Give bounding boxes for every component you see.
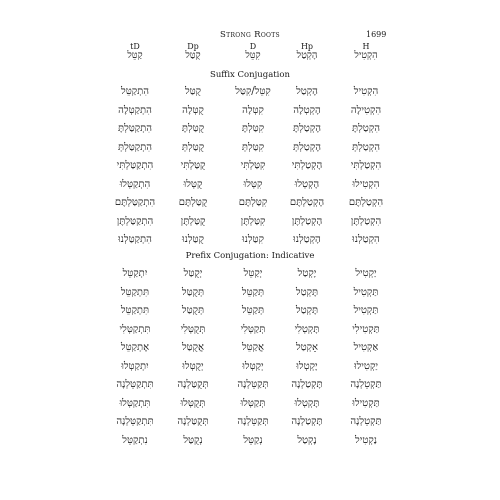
stem-form: קִטֵּל xyxy=(245,50,261,62)
table-row xyxy=(0,342,500,361)
table-row xyxy=(0,123,500,142)
table-cell: יְקַטְּלוּ xyxy=(242,360,264,372)
table-cell: הָקְטַל xyxy=(296,86,318,97)
table-cell: תַּקְטִיל xyxy=(353,286,379,298)
table-cell: יָקְטְלוּ xyxy=(296,360,318,372)
table-cell: הִתְקַטַּלְתְּ xyxy=(117,141,153,153)
table-row xyxy=(0,142,500,161)
table-cell: תִּתְקַטֵּל xyxy=(120,305,150,316)
table-cell: הָקְטְלוּ xyxy=(294,178,320,190)
table-cell: הָקְטְלָה xyxy=(293,104,321,116)
column-header-D xyxy=(233,43,273,61)
table-cell: הִקְטִילוּ xyxy=(352,178,380,190)
table-cell: קֻטְּלוּ xyxy=(183,178,203,190)
table-cell: אֲקֻטַּל xyxy=(181,342,205,353)
table-cell: תַּקְטִילִי xyxy=(352,323,380,335)
table-cell: נִתְקַטֵּל xyxy=(122,434,148,446)
table-cell: תַּקְטִילוּ xyxy=(352,397,380,409)
table-cell: תְּקֻטַּלְנָה xyxy=(177,379,209,390)
stem-label: D xyxy=(249,42,257,51)
table-cell: תִּתְקַטְּלוּ xyxy=(119,397,151,409)
running-header: Strong Roots xyxy=(220,30,280,40)
table-row xyxy=(0,268,500,287)
table-cell: יְקֻטַּל xyxy=(183,268,203,279)
table-cell: קֻטַּלְנוּ xyxy=(182,234,204,245)
table-row xyxy=(0,398,500,417)
table-cell: יָקְטַל xyxy=(297,268,317,279)
table-cell: הִקְטַלְתִּי xyxy=(350,160,382,171)
table-cell: קֻטַּלְתָּ xyxy=(181,123,205,134)
table-cell: תִּתְקַטֵּל xyxy=(120,286,150,298)
table-cell: קֻטַּלְתֶּן xyxy=(180,215,206,227)
table-cell: הִתְקַטַּלְתֶּם xyxy=(114,197,156,208)
stem-label: Dp xyxy=(187,42,199,51)
table-row xyxy=(0,379,500,398)
table-cell: תְּקַטֵּל xyxy=(241,286,265,298)
table-cell: הִקְטַלְתֶּן xyxy=(350,215,382,227)
table-cell: אֶתְקַטֵּל xyxy=(120,342,150,353)
table-cell: קֻטַּלְתִּי xyxy=(180,160,206,171)
table-cell: תְּקַטְּלוּ xyxy=(240,397,266,409)
stem-form: קֻטַּל xyxy=(185,50,201,62)
table-cell: קִטַּלְתְּ xyxy=(241,141,265,153)
stem-form: הָקְטַל xyxy=(296,50,318,62)
table-cell: תִּתְקַטֵּלְנָה xyxy=(116,416,154,427)
table-cell: הָקְטַלְתְּ xyxy=(293,141,321,153)
table-row xyxy=(0,197,500,216)
table-cell: קִטַּלְתִּי xyxy=(240,160,266,171)
table-cell: קִטַּלְתֶּם xyxy=(238,197,268,208)
column-header-H xyxy=(346,43,386,61)
table-cell: הִתְקַטַּלְתִּי xyxy=(116,160,154,171)
table-cell: הִתְקַטַּלְנוּ xyxy=(118,234,152,245)
table-cell: תָּקְטְלוּ xyxy=(294,397,320,409)
table-cell: הִתְקַטַּלְתָּ xyxy=(117,123,153,134)
table-cell: הִקְטַלְתֶּם xyxy=(348,197,384,208)
table-cell: תָּקְטַל xyxy=(295,305,319,316)
table-cell: הִתְקַטֵּל xyxy=(121,86,149,97)
table-cell: יַקְטִילוּ xyxy=(354,360,378,372)
table-cell: תָּקְטַל xyxy=(295,286,319,298)
table-cell: נַקְטִיל xyxy=(355,434,377,446)
table-cell: קֻטַּלְתְּ xyxy=(181,141,205,153)
table-cell: קֻטְּלָה xyxy=(182,104,204,116)
table-cell: קִטְּלוּ xyxy=(243,178,263,190)
table-cell: הָקְטַלְתֶּם xyxy=(289,197,325,208)
table-cell: קֻטַּלְתֶּם xyxy=(178,197,208,208)
table-cell: נָקְטַל xyxy=(297,434,317,446)
table-row xyxy=(0,216,500,235)
table-cell: תַּקְטֵלְנָה xyxy=(350,416,382,427)
table-cell: תַּקְטִיל xyxy=(353,305,379,316)
table-cell: תִּתְקַטְּלִי xyxy=(119,323,151,335)
table-cell: יְקַטֵּל xyxy=(243,268,263,279)
table-cell: תָּקְטַלְנָה xyxy=(291,379,323,390)
table-row xyxy=(0,324,500,343)
table-cell: הִקְטִילָה xyxy=(350,104,382,116)
stem-label: Hp xyxy=(300,42,314,51)
table-cell: תְּקַטֵּלְנָה xyxy=(237,379,269,390)
table-cell: יַקְטִיל xyxy=(355,268,377,279)
table-cell: הִקְטַלְתָּ xyxy=(352,123,380,134)
table-cell: קֻטַּל xyxy=(184,86,202,97)
table-cell: קִטְּלָה xyxy=(242,104,264,116)
table-cell: תְּקֻטַּלְנָה xyxy=(177,416,209,427)
table-cell: תְּקַטֵּלְנָה xyxy=(237,416,269,427)
stem-label: H xyxy=(362,42,370,51)
table-cell: תְּקֻטַּל xyxy=(181,286,205,298)
table-cell: הָקְטַלְנוּ xyxy=(293,234,321,245)
table-cell: אֲקַטֵּל xyxy=(241,342,265,353)
table-cell: קִטַּלְתָּ xyxy=(241,123,265,134)
table-cell: נְקֻטַּל xyxy=(183,434,203,446)
column-headers xyxy=(0,43,500,63)
table-cell: אַקְטִיל xyxy=(353,342,379,353)
table-cell: הִקְטִיל xyxy=(353,86,379,97)
table-cell: תְּקֻטְּלוּ xyxy=(180,397,206,409)
table-cell: הָקְטַלְתִּי xyxy=(291,160,323,171)
table-cell: אָקְטַל xyxy=(295,342,319,353)
table-cell: קִטַּלְנוּ xyxy=(242,234,264,245)
stem-form: הִקְטִיל xyxy=(354,50,378,62)
table-cell: תְּקֻטַּל xyxy=(181,305,205,316)
table-cell: תְּקַטֵּל xyxy=(241,305,265,316)
table-row xyxy=(0,234,500,253)
table-cell: יִתְקַטֵּל xyxy=(122,268,148,279)
table-cell: הָקְטַלְתֶּן xyxy=(291,215,323,227)
table-row xyxy=(0,160,500,179)
table-cell: הִקְטַלְתְּ xyxy=(352,141,380,153)
table-cell: תְּקֻטְּלִי xyxy=(180,323,206,335)
table-row xyxy=(0,435,500,454)
table-row xyxy=(0,287,500,306)
stem-label: tD xyxy=(130,42,140,51)
table-cell: הִקְטַלְנוּ xyxy=(352,234,380,245)
column-header-Hp xyxy=(287,43,327,61)
table-cell: הִתְקַטַּלְתֶּן xyxy=(116,215,154,227)
table-cell: קִטַּלְתֶּן xyxy=(240,215,266,227)
table-row xyxy=(0,179,500,198)
page-number: 1699 xyxy=(366,30,387,39)
table-row xyxy=(0,416,500,435)
table-cell: תְּקַטְּלִי xyxy=(240,323,266,335)
table-cell: יְקֻטְּלוּ xyxy=(182,360,204,372)
table-cell: הָקְטַלְתָּ xyxy=(293,123,321,134)
table-cell: תִּתְקַטֵּלְנָה xyxy=(116,379,154,390)
table-cell: תָּקְטְלִי xyxy=(294,323,320,335)
table-row xyxy=(0,86,500,105)
column-header-tD xyxy=(115,43,155,61)
table-row xyxy=(0,105,500,124)
table-cell: קִטֵּל/קִטַּל xyxy=(235,86,271,97)
table-row xyxy=(0,361,500,380)
table-cell: תַּקְטֵלְנָה xyxy=(350,379,382,390)
stem-form: קַטֵּל xyxy=(127,50,143,62)
suffix-conjugation-table xyxy=(0,86,500,253)
table-cell: יִתְקַטְּלוּ xyxy=(121,360,149,372)
table-cell: הִתְקַטְּלָה xyxy=(118,104,152,116)
prefix-conjugation-table xyxy=(0,268,500,453)
table-cell: הִתְקַטְּלוּ xyxy=(119,178,151,190)
table-cell: תָּקְטַלְנָה xyxy=(291,416,323,427)
section-title-suffix: Suffix Conjugation xyxy=(210,70,290,80)
column-header-Dp xyxy=(173,43,213,61)
section-title-prefix: Prefix Conjugation: Indicative xyxy=(185,251,315,261)
table-cell: נְקַטֵּל xyxy=(243,434,263,446)
table-row xyxy=(0,305,500,324)
